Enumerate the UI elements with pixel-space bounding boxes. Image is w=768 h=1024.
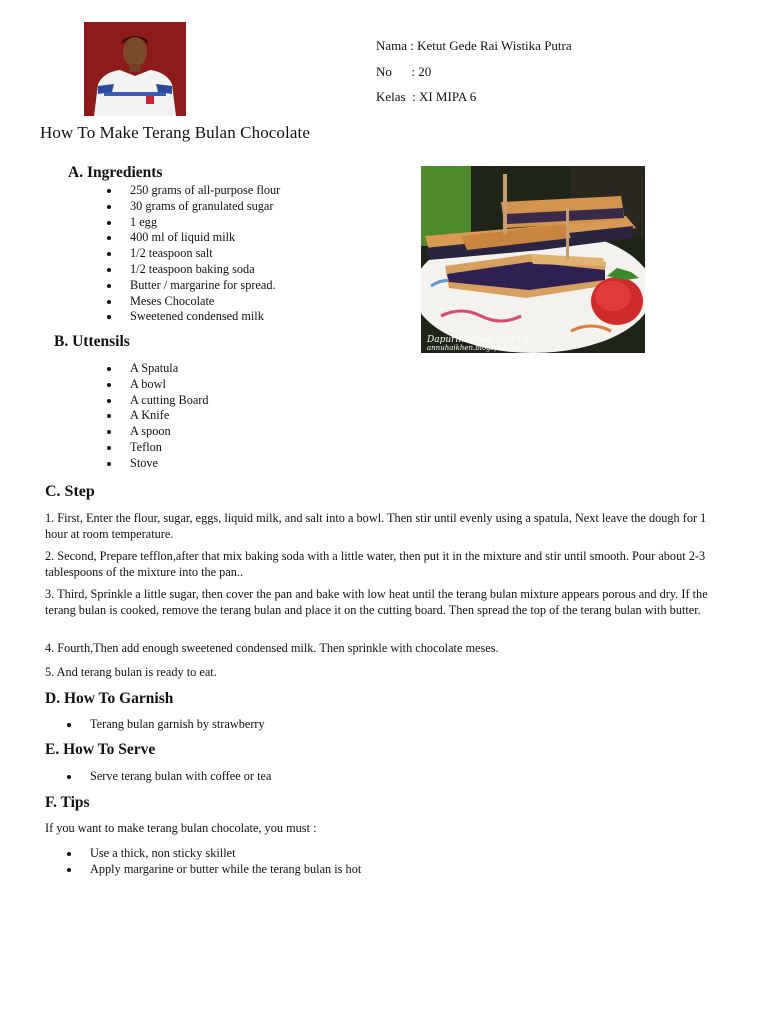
tips-intro: If you want to make terang bulan chocolate, you must : xyxy=(45,821,317,835)
watermark-line-2: annuhaikhen.blogspot.com xyxy=(427,344,523,352)
list-item: Use a thick, non sticky skillet xyxy=(90,846,361,862)
list-item: 400 ml of liquid milk xyxy=(130,230,280,246)
list-item: 30 grams of granulated sugar xyxy=(130,199,280,215)
list-item: Serve terang bulan with coffee or tea xyxy=(90,769,272,783)
step-5: 5. And terang bulan is ready to eat. xyxy=(45,665,217,679)
list-item: 1/2 teaspoon baking soda xyxy=(130,262,280,278)
list-item: Butter / margarine for spread. xyxy=(130,278,280,294)
list-item: Stove xyxy=(130,456,209,472)
step-2: 2. Second, Prepare tefflon,after that mix baking soda with a little water, then put it in the mixture and stir until smooth. Pour about 2-3 tablespoons of the mixture into the pan.. xyxy=(45,549,706,579)
list-item: Apply margarine or butter while the terang bulan is hot xyxy=(90,861,362,876)
name-line: Nama : Ketut Gede Rai Wistika Putra xyxy=(376,38,572,53)
utensils-list xyxy=(130,361,209,472)
list-item: A Knife xyxy=(130,408,209,424)
watermark-line-1: Dapurlin Amal @2013 xyxy=(427,335,528,345)
tips-heading: F. Tips xyxy=(45,794,90,811)
serve-list xyxy=(90,769,271,785)
list-item: A bowl xyxy=(130,377,209,393)
steps-heading: C. Step xyxy=(45,483,95,500)
list-item: Sweetened condensed milk xyxy=(130,309,280,325)
terang-bulan-image xyxy=(421,166,645,353)
list-item: A spoon xyxy=(130,424,209,440)
number-line: No : 20 xyxy=(376,64,432,79)
ingredients-list xyxy=(130,183,280,325)
list-item: Teflon xyxy=(130,440,209,456)
list-item: A Spatula xyxy=(130,361,209,377)
list-item: 1 egg xyxy=(130,215,280,231)
step-3: 3. Third, Sprinkle a little sugar, then cover the pan and bake with low heat until the terang bulan mixture appears porous and dry. If the terang bulan is cooked, remove the terang bulan and place it on the cutting board. Then spread the top of the terang bulan with butter. xyxy=(45,587,708,617)
list-item: A cutting Board xyxy=(130,392,209,407)
serve-heading: E. How To Serve xyxy=(45,741,156,758)
list-item: Terang bulan garnish by strawberry xyxy=(90,717,265,731)
utensils-heading: B. Uttensils xyxy=(54,333,130,350)
class-line: Kelas : XI MIPA 6 xyxy=(376,89,477,104)
step-1: 1. First, Enter the flour, sugar, eggs, liquid milk, and salt into a bowl. Then stir until evenly using a spatula, Next leave the dough for 1 hour at room temperature. xyxy=(45,511,707,541)
list-item: Meses Chocolate xyxy=(130,294,280,310)
ingredients-heading: A. Ingredients xyxy=(68,164,163,181)
garnish-heading: D. How To Garnish xyxy=(45,690,174,707)
list-item: 1/2 teaspoon salt xyxy=(130,246,280,262)
garnish-list xyxy=(90,717,265,733)
step-4: 4. Fourth,Then add enough sweetened condensed milk. Then sprinkle with chocolate meses. xyxy=(45,641,499,655)
list-item: 250 grams of all-purpose flour xyxy=(130,183,281,197)
tips-list xyxy=(90,846,361,878)
page-title: How To Make Terang Bulan Chocolate xyxy=(40,123,310,142)
student-photo xyxy=(84,22,186,116)
